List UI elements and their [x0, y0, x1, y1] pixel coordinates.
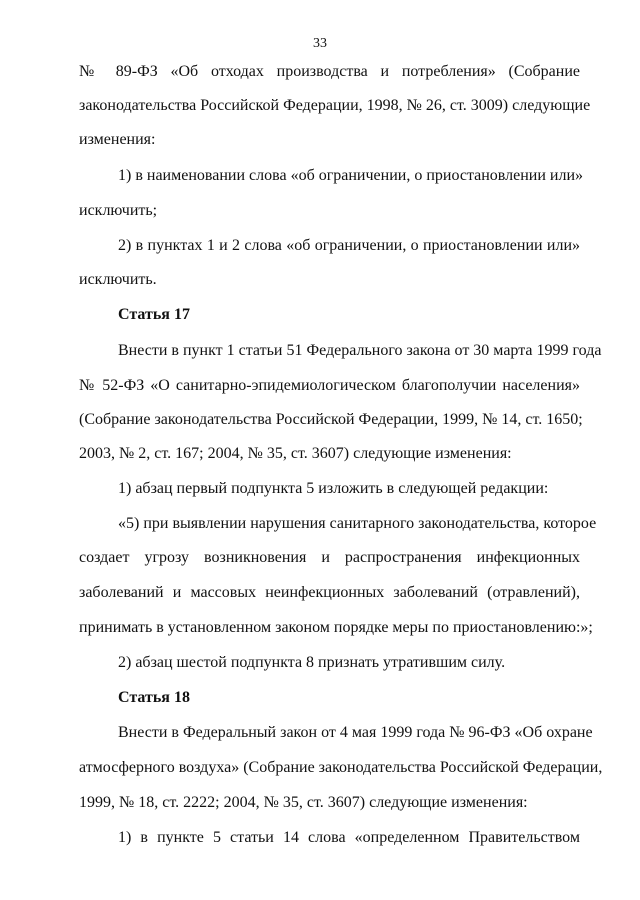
text-line: 2003, № 2, ст. 167; 2004, № 35, ст. 3607) следующие изменения:	[79, 445, 512, 462]
text-line: 1) абзац первый подпункта 5 изложить в следующей редакции:	[118, 480, 549, 497]
text-line: 1999, № 18, ст. 2222; 2004, № 35, ст. 3607) следующие изменения:	[79, 794, 528, 811]
text-line: «5) при выявлении нарушения санитарного законодательства, которое	[118, 515, 597, 532]
text-line: создает угрозу возникновения и распространения инфекционных	[79, 549, 580, 566]
text-line: исключить.	[79, 271, 157, 288]
text-line: 1) в наименовании слова «об ограничении, о приостановлении или»	[118, 167, 584, 184]
text-line: Внести в пункт 1 статьи 51 Федерального закона от 30 марта 1999 года	[118, 342, 602, 359]
text-line: Внести в Федеральный закон от 4 мая 1999 года № 96-ФЗ «Об охране	[118, 724, 593, 741]
text-line: 2) абзац шестой подпункта 8 признать утратившим силу.	[118, 654, 506, 671]
text-line: законодательства Российской Федерации, 1998, № 26, ст. 3009) следующие	[79, 97, 591, 114]
text-line: изменения:	[79, 131, 156, 148]
text-line: заболеваний и массовых неинфекционных заболеваний (отравлений),	[79, 584, 580, 601]
text-line: № 52-ФЗ «О санитарно-эпидемиологическом благополучии населения»	[79, 377, 580, 394]
article-heading: Статья 17	[118, 306, 190, 323]
article-heading: Статья 18	[118, 689, 190, 706]
text-line: 1) в пункте 5 статьи 14 слова «определенном Правительством	[118, 829, 580, 846]
text-line: исключить;	[79, 202, 158, 219]
text-line: принимать в установленном законом порядке меры по приостановлению:»;	[79, 619, 593, 636]
text-line: атмосферного воздуха» (Собрание законодательства Российской Федерации,	[79, 759, 603, 776]
text-line: № 89-ФЗ «Об отходах производства и потребления» (Собрание	[79, 63, 580, 80]
text-line: 2) в пунктах 1 и 2 слова «об ограничении, о приостановлении или»	[118, 237, 580, 254]
page-number: 33	[313, 36, 327, 51]
text-line: (Собрание законодательства Российской Федерации, 1999, № 14, ст. 1650;	[79, 411, 583, 428]
